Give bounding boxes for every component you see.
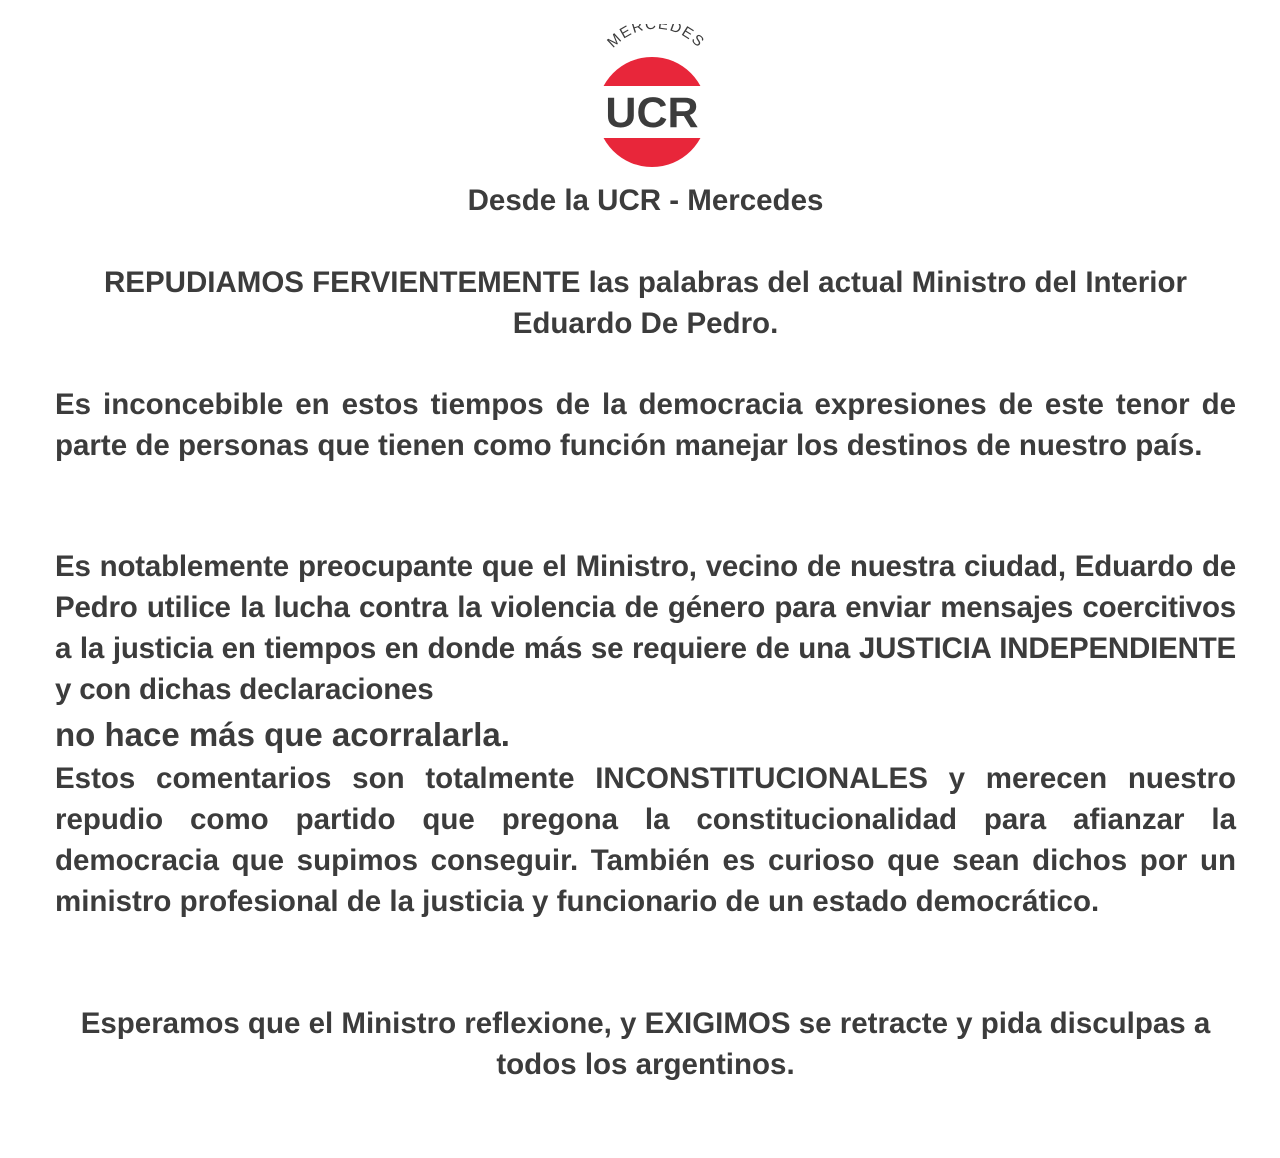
- ucr-mercedes-logo: [580, 24, 730, 172]
- ucr-logo-graphic: [580, 24, 730, 172]
- paragraph-exigimos: [55, 1003, 1236, 1085]
- paragraph-repudio-emphasis: REPUDIAMOS FERVIENTEMENTE: [103, 266, 581, 299]
- paragraph-preocupante-text-1: Es notablemente preocupante que el Ministro, vecino de nuestra ciudad, Eduardo de Pedro utilice la lucha contra la violencia de género para enviar mensajes coercitivos a la justicia en tiempos en donde más se requiere de una: [55, 550, 1236, 665]
- paragraph-preocupante-text-2: y con dichas declaraciones: [55, 673, 434, 706]
- paragraph-inconstitucionales: [55, 758, 1236, 922]
- paragraph-repudio: [55, 262, 1236, 344]
- paragraph-preocupante-emphasis: JUSTICIA INDEPENDIENTE: [858, 632, 1237, 665]
- logo-wordmark: UCR: [605, 89, 699, 137]
- page-heading: Desde la UCR - Mercedes: [467, 184, 824, 217]
- paragraph-exigimos-text-2: se retracte y pida disculpas a todos los argentinos.: [496, 1007, 1211, 1081]
- paragraph-inconstitucionales-text-1: Estos comentarios son totalmente: [55, 762, 596, 795]
- paragraph-repudio-text: las palabras del actual Ministro del Interior Eduardo De Pedro.: [512, 266, 1187, 340]
- paragraph-exigimos-text-1: Esperamos que el Ministro reflexione, y: [80, 1007, 645, 1040]
- paragraph-inconstitucionales-emphasis: INCONSTITUCIONALES: [595, 762, 928, 795]
- paragraph-inconcebible: Es inconcebible en estos tiempos de la democracia expresiones de este tenor de parte de personas que tienen como función manejar los destinos de nuestro país.: [55, 388, 1236, 462]
- paragraph-preocupante: [55, 546, 1236, 710]
- paragraph-preocupante-last-line: no hace más que acorralarla.: [55, 716, 510, 753]
- logo-arc-text: MERCEDES: [604, 24, 708, 52]
- paragraph-inconstitucionales-text-2: y merecen nuestro repudio como partido que pregona la constitucionalidad para afianzar la democracia que supimos conseguir. También es curioso que sean dichos por un ministro profesional de la justicia y funcionario de un estado democrático.: [55, 762, 1237, 918]
- paragraph-exigimos-emphasis: EXIGIMOS: [644, 1007, 791, 1040]
